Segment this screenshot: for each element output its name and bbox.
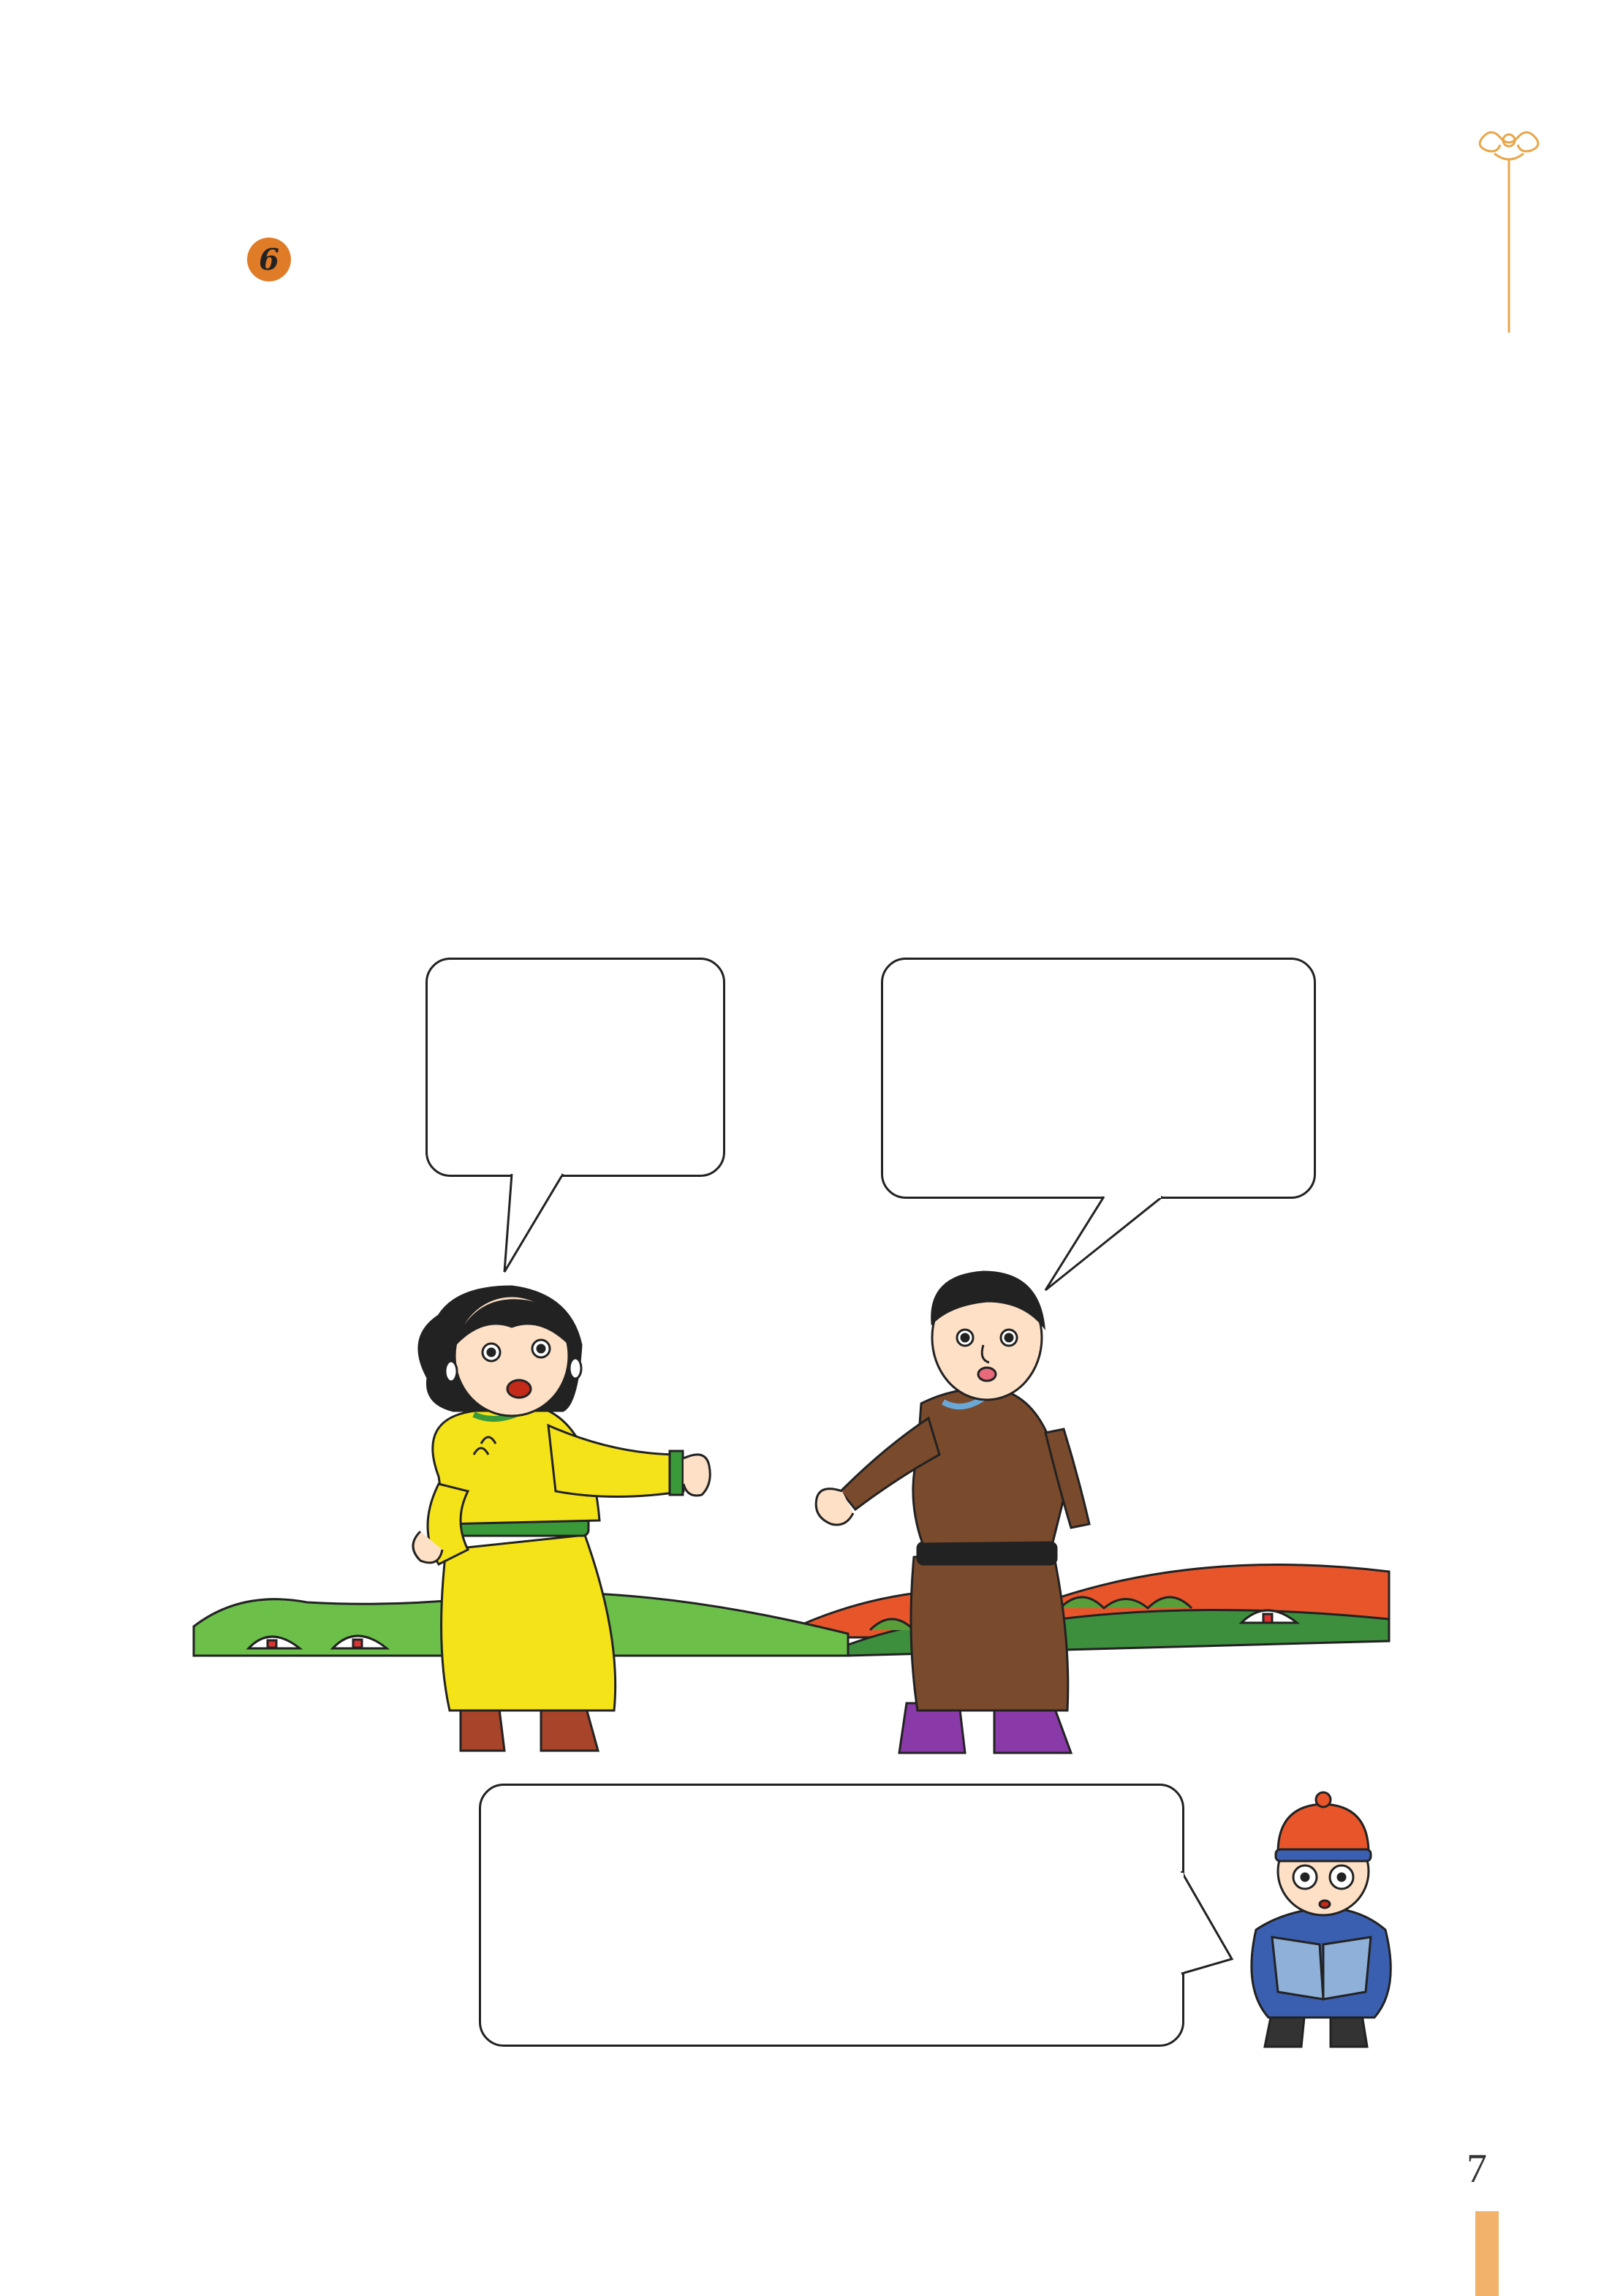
bubble-tail-boy: [1181, 1871, 1232, 1974]
boy-character: [1252, 1792, 1391, 2047]
man-character: [816, 1272, 1089, 1753]
bubble-tail-woman: [504, 1174, 563, 1272]
question-number: 6: [259, 242, 279, 277]
woman-character: [413, 1287, 710, 1751]
page-tab: [1475, 2211, 1499, 2296]
bubble-tail-man: [1045, 1197, 1162, 1290]
hills-landscape: [194, 1565, 1389, 1656]
page-number: 7: [1467, 2146, 1487, 2191]
